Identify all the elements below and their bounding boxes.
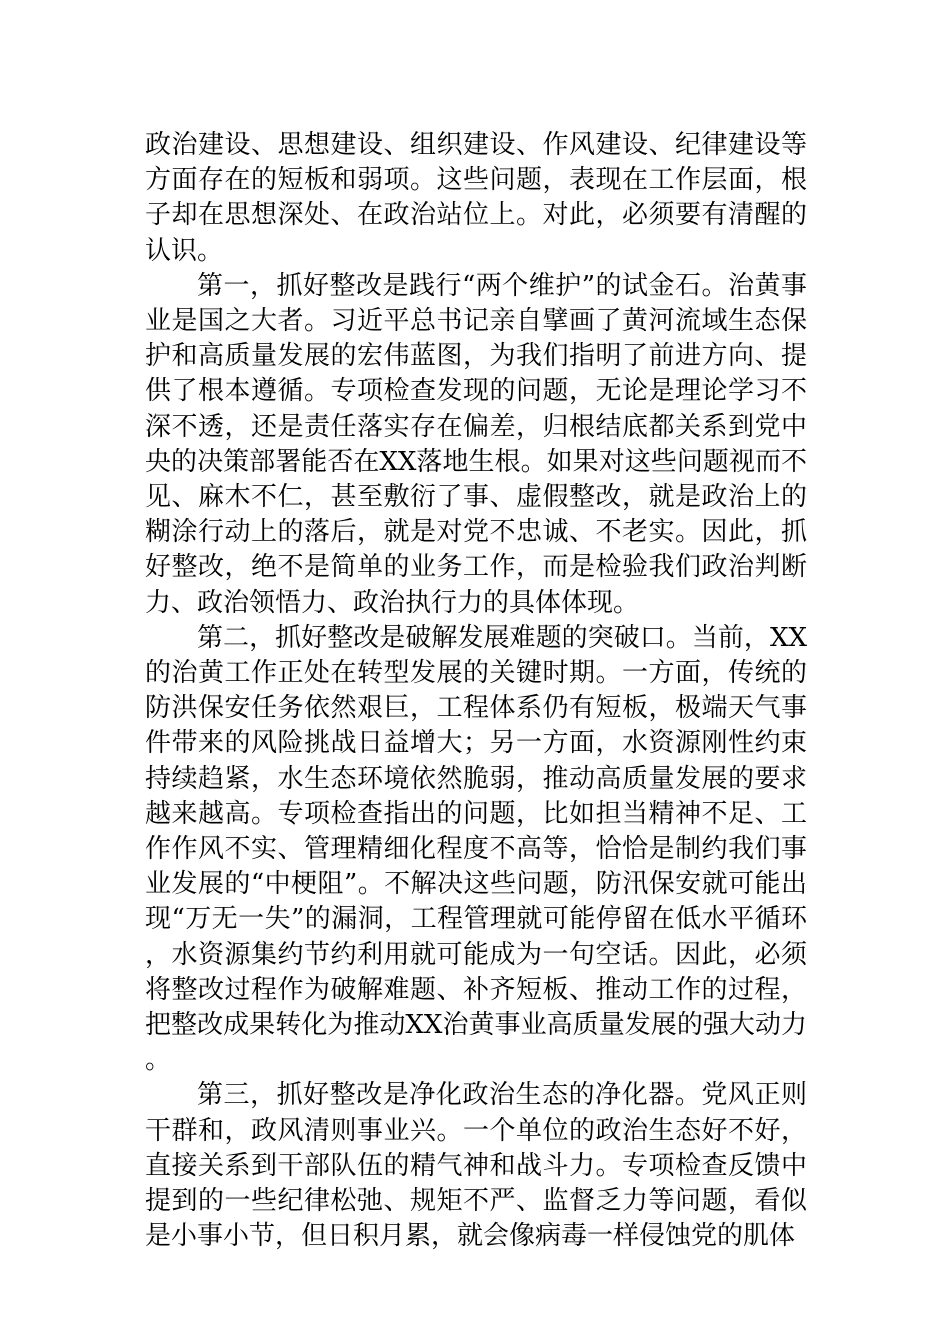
paragraph-first-point: 第一，抓好整改是践行“两个维护”的试金石。治黄事业是国之大者。习近平总书记亲自擘画了黄河流域生态保护和高质量发展的宏伟蓝图，为我们指明了前进方向、提供了根本遵循。专项检查发现的问题，无论是理论学习不深不透，还是责任落实存在偏差，归根结底都关系到党中央的决策部署能否在XX落地生根。如果对这些问题视而不见、麻木不仁，甚至敷衍了事、虚假整改，就是政治上的糊涂行动上的落后，就是对党不忠诚、不老实。因此，抓好整改，绝不是简单的业务工作，而是检验我们政治判断力、政治领悟力、政治执行力的具体体现。 bbox=[145, 270, 807, 618]
paragraph-second-point: 第二，抓好整改是破解发展难题的突破口。当前，XX的治黄工作正处在转型发展的关键时期。一方面，传统的防洪保安任务依然艰巨，工程体系仍有短板，极端天气事件带来的风险挑战日益增大；另一方面，水资源刚性约束持续趋紧，水生态环境依然脆弱，推动高质量发展的要求越来越高。专项检查指出的问题，比如担当精神不足、工作作风不实、管理精细化程度不高等，恰恰是制约我们事业发展的“中梗阻”。不解决这些问题，防汛保安就可能出现“万无一失”的漏洞，工程管理就可能停留在低水平循环，水资源集约节约利用就可能成为一句空话。因此，必须将整改过程作为破解难题、补齐短板、推动工作的过程，把整改成果转化为推动XX治黄事业高质量发展的强大动力。 bbox=[145, 622, 807, 1076]
document-body bbox=[145, 128, 807, 1255]
paragraph-continuation: 政治建设、思想建设、组织建设、作风建设、纪律建设等方面存在的短板和弱项。这些问题，表现在工作层面，根子却在思想深处、在政治站位上。对此，必须要有清醒的认识。 bbox=[145, 130, 807, 266]
paragraph-third-point: 第三，抓好整改是净化政治生态的净化器。党风正则干群和，政风清则事业兴。一个单位的政治生态好不好，直接关系到干部队伍的精气神和战斗力。专项检查反馈中提到的一些纪律松弛、规矩不严、监督乏力等问题，看似是小事小节，但日积月累，就会像病毒一样侵蚀党的肌体 bbox=[145, 1080, 807, 1252]
